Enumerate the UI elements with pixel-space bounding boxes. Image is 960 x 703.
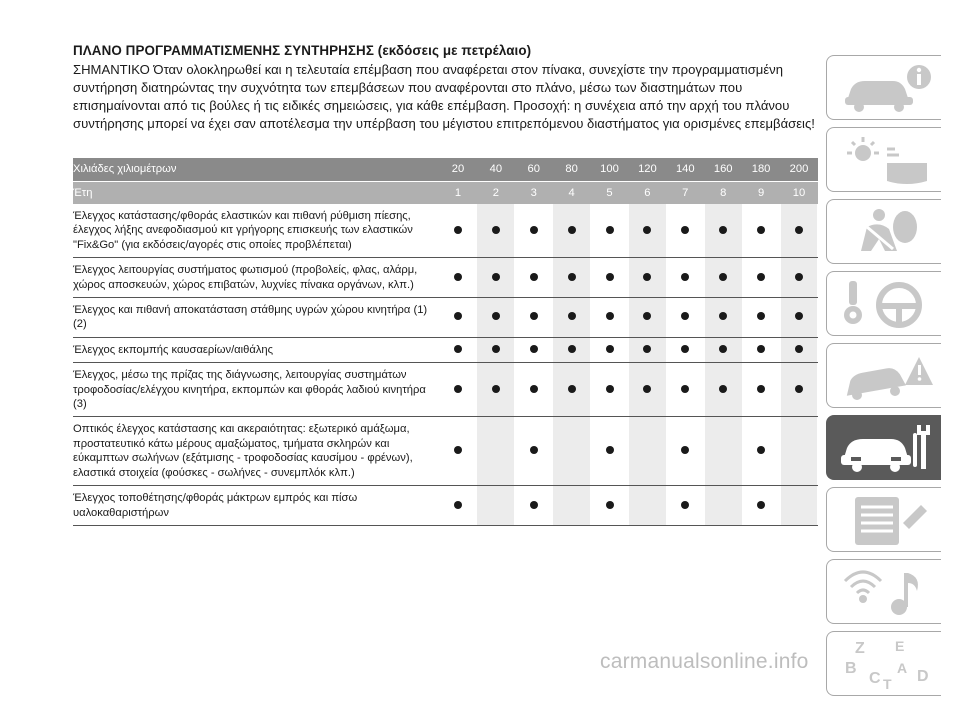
tab-dashboard-lights[interactable] (826, 127, 941, 192)
key-steering-wheel-icon (837, 277, 937, 332)
schedule-cell (780, 298, 818, 338)
table-row (73, 337, 818, 362)
header-year-6: 7 (666, 181, 704, 204)
schedule-cell (666, 204, 704, 258)
row-label: Έλεγχος και πιθανή αποκατάσταση στάθμης υγρών χώρου κινητήρα (1) (2) (73, 298, 439, 338)
page-title: ΠΛΑΝΟ ΠΡΟΓΡΑΜΜΑΤΙΣΜΕΝΗΣ ΣΥΝΤΗΡΗΣΗΣ (εκδόσεις με πετρέλαιο) (73, 43, 532, 58)
check-dot-icon (643, 273, 651, 281)
schedule-cell (666, 258, 704, 298)
schedule-cell (628, 486, 666, 526)
schedule-cell (780, 337, 818, 362)
check-dot-icon (681, 312, 689, 320)
header-year-7: 8 (704, 181, 742, 204)
check-dot-icon (795, 385, 803, 393)
check-dot-icon (606, 385, 614, 393)
check-dot-icon (795, 345, 803, 353)
check-dot-icon (681, 501, 689, 509)
check-dot-icon (681, 345, 689, 353)
schedule-cell (591, 486, 629, 526)
multimedia-note-icon (837, 565, 937, 620)
header-label-years: Έτη (73, 181, 439, 204)
schedule-cell (439, 204, 477, 258)
schedule-cell (553, 204, 591, 258)
check-dot-icon (719, 345, 727, 353)
check-dot-icon (568, 385, 576, 393)
tab-technical-specs[interactable] (826, 487, 941, 552)
schedule-cell (704, 486, 742, 526)
header-year-8: 9 (742, 181, 780, 204)
check-dot-icon (757, 312, 765, 320)
header-row-years (73, 181, 818, 204)
schedule-cell (515, 486, 553, 526)
header-km-1: 40 (477, 158, 515, 181)
page-content (73, 42, 818, 526)
schedule-cell (780, 486, 818, 526)
header-year-1: 2 (477, 181, 515, 204)
schedule-cell (591, 204, 629, 258)
dashboard-lights-icon (837, 133, 937, 188)
airbag-safety-icon (837, 205, 937, 260)
schedule-cell (742, 363, 780, 417)
schedule-cell (439, 417, 477, 486)
schedule-cell (628, 258, 666, 298)
header-km-7: 160 (704, 158, 742, 181)
schedule-cell (477, 363, 515, 417)
schedule-cell (704, 337, 742, 362)
schedule-cell (553, 363, 591, 417)
tab-index[interactable] (826, 631, 941, 696)
check-dot-icon (719, 273, 727, 281)
breakdown-warning-icon (837, 349, 937, 404)
check-dot-icon (719, 226, 727, 234)
header-km-0: 20 (439, 158, 477, 181)
check-dot-icon (757, 273, 765, 281)
schedule-cell (742, 417, 780, 486)
check-dot-icon (454, 385, 462, 393)
check-dot-icon (492, 345, 500, 353)
header-km-2: 60 (515, 158, 553, 181)
table-row (73, 258, 818, 298)
index-letters-icon (837, 637, 937, 692)
tab-breakdown-warning[interactable] (826, 343, 941, 408)
check-dot-icon (643, 226, 651, 234)
table-row (73, 363, 818, 417)
table-row (73, 417, 818, 486)
index-letter: A (897, 660, 908, 676)
row-label: Έλεγχος τοποθέτησης/φθοράς μάκτρων εμπρός και πίσω υαλοκαθαριστήρων (73, 486, 439, 526)
schedule-cell (780, 204, 818, 258)
header-km-8: 180 (742, 158, 780, 181)
index-letter: D (917, 668, 929, 685)
check-dot-icon (757, 385, 765, 393)
schedule-cell (742, 298, 780, 338)
check-dot-icon (530, 226, 538, 234)
check-dot-icon (606, 345, 614, 353)
check-dot-icon (795, 273, 803, 281)
check-dot-icon (454, 501, 462, 509)
check-dot-icon (606, 273, 614, 281)
header-km-6: 140 (666, 158, 704, 181)
header-year-9: 10 (780, 181, 818, 204)
schedule-cell (591, 363, 629, 417)
schedule-cell (591, 258, 629, 298)
check-dot-icon (492, 226, 500, 234)
check-dot-icon (606, 501, 614, 509)
check-dot-icon (454, 226, 462, 234)
row-label: Έλεγχος λειτουργίας συστήματος φωτισμού (προβολείς, φλας, αλάρμ, χώρος αποσκευών, χώρος επιβατών, λυχνίες πίνακα οργάνων, κλπ.) (73, 258, 439, 298)
index-letter: E (895, 638, 905, 654)
technical-specs-icon (837, 493, 937, 548)
header-km-9: 200 (780, 158, 818, 181)
check-dot-icon (606, 312, 614, 320)
tab-car-info[interactable] (826, 55, 941, 120)
schedule-cell (704, 258, 742, 298)
check-dot-icon (681, 385, 689, 393)
schedule-cell (666, 486, 704, 526)
row-label: Έλεγχος, μέσω της πρίζας της διάγνωσης, λειτουργίας συστημάτων τροφοδοσίας/ελέγχου κινητήρα, εκπομπών και φθοράς λαδιού κινητήρα (3) (73, 363, 439, 417)
schedule-cell (704, 204, 742, 258)
check-dot-icon (681, 226, 689, 234)
tab-maintenance[interactable] (826, 415, 941, 480)
schedule-cell (628, 204, 666, 258)
check-dot-icon (530, 312, 538, 320)
schedule-cell (515, 417, 553, 486)
header-km-3: 80 (553, 158, 591, 181)
check-dot-icon (492, 273, 500, 281)
check-dot-icon (454, 446, 462, 454)
check-dot-icon (530, 385, 538, 393)
check-dot-icon (757, 345, 765, 353)
header-label-kilometers: Χιλιάδες χιλιομέτρων (73, 158, 439, 181)
schedule-cell (477, 298, 515, 338)
row-label: Έλεγχος εκπομπής καυσαερίων/αιθάλης (73, 337, 439, 362)
schedule-cell (439, 486, 477, 526)
schedule-cell (553, 417, 591, 486)
schedule-cell (742, 204, 780, 258)
check-dot-icon (681, 273, 689, 281)
check-dot-icon (643, 385, 651, 393)
schedule-cell (704, 363, 742, 417)
check-dot-icon (568, 273, 576, 281)
row-label: Οπτικός έλεγχος κατάστασης και ακεραιότητας: εξωτερικό αμάξωμα, προστατευτικό κάτω μέρους αμαξώματος, τμήματα σκληρών και εύκαμπτων σωλήνων (εξάτμισης - τροφοδοσίας καυσίμου - φρένων), ελαστικά στοιχεία (φούσκες - σωλήνες - συνεμπλόκ κλπ.) (73, 417, 439, 486)
intro-paragraph: ΣΗΜΑΝΤΙΚΟ Όταν ολοκληρωθεί και η τελευταία επέμβαση που αναφέρεται στον πίνακα, συνεχίστε την προγραμματισμένη συντήρηση διατηρώντας την συχνότητα των επεμβάσεων που αναφέρονται στο πλάνο, μέσω των διαστημάτων που επισημαίνονται από τις βούλες ή τις ειδικές σημειώσεις, για κάθε επέμβαση. Προσοχή: η συνέχεια από την αρχή του πλάνου συντήρησης μπορεί να έχει σαν αποτέλεσμα την υπέρβαση του μέγιστου επιτρεπόμενου διαστήματος για ορισμένες επεμβάσεις! (73, 62, 815, 131)
check-dot-icon (757, 501, 765, 509)
schedule-cell (742, 486, 780, 526)
schedule-cell (477, 258, 515, 298)
schedule-cell (553, 337, 591, 362)
header-km-4: 100 (591, 158, 629, 181)
watermark: carmanualsonline.info (600, 650, 809, 673)
schedule-cell (439, 337, 477, 362)
table-row (73, 486, 818, 526)
schedule-cell (515, 204, 553, 258)
schedule-cell (553, 486, 591, 526)
schedule-cell (666, 363, 704, 417)
check-dot-icon (454, 273, 462, 281)
check-dot-icon (454, 345, 462, 353)
schedule-cell (439, 298, 477, 338)
schedule-cell (628, 417, 666, 486)
table-row (73, 204, 818, 258)
schedule-cell (666, 417, 704, 486)
schedule-cell (742, 258, 780, 298)
schedule-cell (704, 298, 742, 338)
check-dot-icon (757, 446, 765, 454)
check-dot-icon (681, 446, 689, 454)
check-dot-icon (568, 345, 576, 353)
schedule-cell (515, 298, 553, 338)
check-dot-icon (643, 345, 651, 353)
schedule-cell (439, 258, 477, 298)
check-dot-icon (606, 226, 614, 234)
schedule-cell (742, 337, 780, 362)
check-dot-icon (606, 446, 614, 454)
check-dot-icon (719, 385, 727, 393)
header-km-5: 120 (628, 158, 666, 181)
schedule-cell (515, 258, 553, 298)
maintenance-table (73, 158, 818, 526)
header-year-2: 3 (515, 181, 553, 204)
index-letter: C (869, 670, 881, 687)
check-dot-icon (530, 501, 538, 509)
schedule-cell (477, 486, 515, 526)
schedule-cell (439, 363, 477, 417)
schedule-cell (628, 298, 666, 338)
schedule-cell (515, 363, 553, 417)
check-dot-icon (530, 446, 538, 454)
schedule-cell (780, 363, 818, 417)
header-row-kilometers (73, 158, 818, 181)
schedule-cell (553, 258, 591, 298)
tab-airbag-safety[interactable] (826, 199, 941, 264)
tab-multimedia[interactable] (826, 559, 941, 624)
car-info-icon (837, 61, 937, 116)
schedule-cell (666, 298, 704, 338)
index-letter: T (883, 676, 892, 692)
chapter-sidebar (826, 55, 941, 703)
table-row (73, 298, 818, 338)
schedule-cell (477, 204, 515, 258)
car-maintenance-wrench-icon (837, 421, 937, 476)
index-letter: B (845, 660, 857, 677)
check-dot-icon (454, 312, 462, 320)
schedule-cell (780, 258, 818, 298)
schedule-cell (591, 298, 629, 338)
check-dot-icon (530, 273, 538, 281)
schedule-cell (591, 417, 629, 486)
schedule-cell (704, 417, 742, 486)
header-year-4: 5 (591, 181, 629, 204)
schedule-cell (553, 298, 591, 338)
header-year-5: 6 (628, 181, 666, 204)
index-letter: Z (855, 640, 865, 657)
check-dot-icon (719, 312, 727, 320)
table-body (73, 204, 818, 525)
schedule-cell (780, 417, 818, 486)
check-dot-icon (795, 312, 803, 320)
check-dot-icon (530, 345, 538, 353)
schedule-cell (477, 337, 515, 362)
header-year-3: 4 (553, 181, 591, 204)
schedule-cell (666, 337, 704, 362)
check-dot-icon (568, 312, 576, 320)
check-dot-icon (568, 226, 576, 234)
tab-key-steering[interactable] (826, 271, 941, 336)
schedule-cell (628, 363, 666, 417)
row-label: Έλεγχος κατάστασης/φθοράς ελαστικών και πιθανή ρύθμιση πίεσης, έλεγχος λήξης ανεφοδιασμού κιτ γρήγορης επισκευής των ελαστικών "Fix&Go" (για εκδόσεις/αγορές στις οποίες προβλέπεται) (73, 204, 439, 258)
check-dot-icon (795, 226, 803, 234)
check-dot-icon (643, 312, 651, 320)
schedule-cell (515, 337, 553, 362)
schedule-cell (477, 417, 515, 486)
check-dot-icon (492, 312, 500, 320)
check-dot-icon (757, 226, 765, 234)
check-dot-icon (492, 385, 500, 393)
header-year-0: 1 (439, 181, 477, 204)
schedule-cell (591, 337, 629, 362)
schedule-cell (628, 337, 666, 362)
